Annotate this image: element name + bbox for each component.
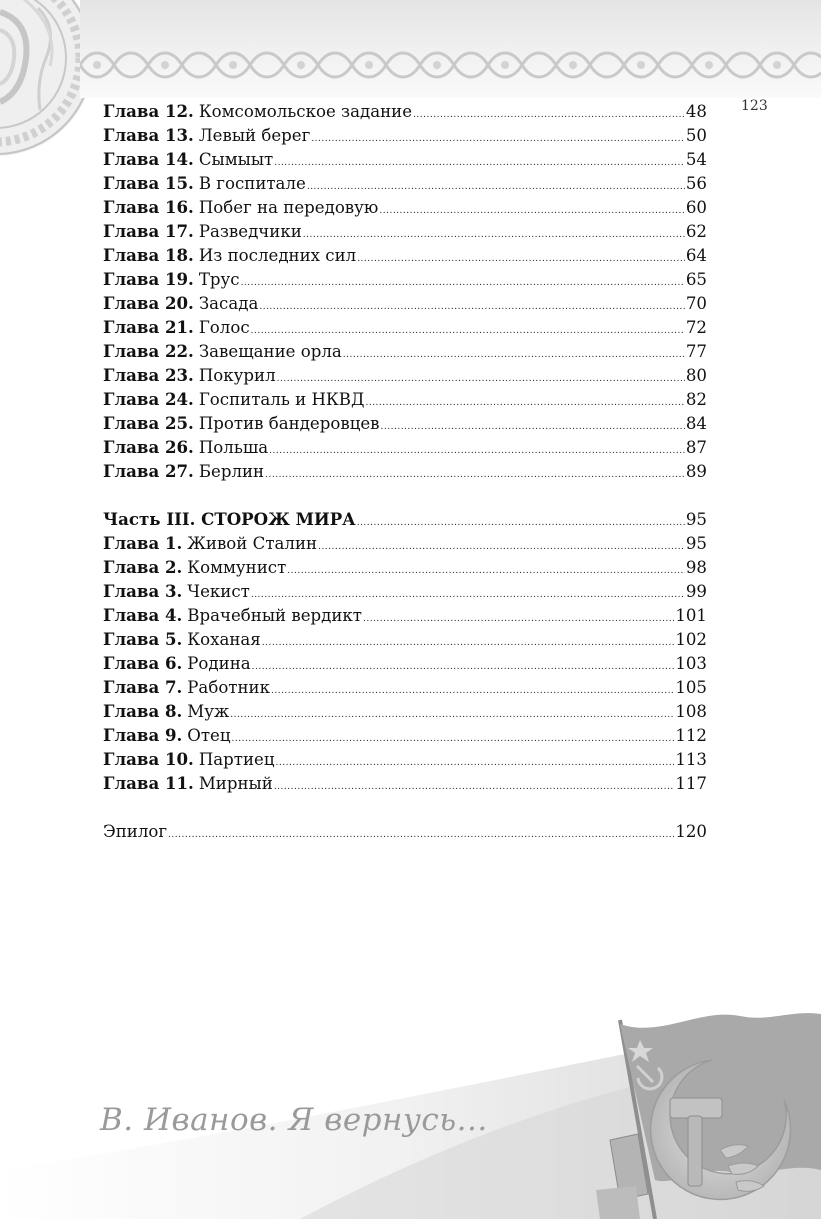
toc-entry bbox=[103, 435, 707, 459]
toc-leader-dots bbox=[379, 199, 685, 223]
toc-entry bbox=[103, 363, 707, 387]
toc-entry bbox=[103, 579, 707, 603]
toc-entry-prefix: Глава 1. bbox=[103, 533, 183, 553]
toc-entry-label bbox=[103, 627, 261, 652]
toc-entry-page: 98 bbox=[685, 558, 707, 577]
toc-entry-label bbox=[103, 723, 231, 748]
toc-entry-title: Коханая bbox=[187, 630, 261, 649]
toc-entry-prefix: Глава 23. bbox=[103, 365, 194, 385]
toc-entry bbox=[103, 243, 707, 267]
toc-entry-title: Левый берег bbox=[198, 126, 311, 145]
toc-entry-page: 64 bbox=[685, 246, 707, 265]
toc-leader-dots bbox=[241, 271, 685, 295]
toc-entry-title: В госпитале bbox=[198, 174, 306, 193]
toc-entry-label bbox=[103, 315, 250, 340]
toc-entry-page: 117 bbox=[675, 774, 707, 793]
toc-entry-title: Завещание орла bbox=[198, 342, 342, 361]
toc-entry-label bbox=[103, 219, 302, 244]
toc-entry-title: Партиец bbox=[198, 750, 275, 769]
toc-leader-dots bbox=[381, 415, 685, 439]
toc-leader-dots bbox=[262, 631, 675, 655]
toc-entry-page: 87 bbox=[685, 438, 707, 457]
toc-entry-prefix: Глава 22. bbox=[103, 341, 194, 361]
toc-leader-dots bbox=[274, 775, 675, 799]
toc-entry-prefix: Глава 2. bbox=[103, 557, 183, 577]
toc-entry bbox=[103, 771, 707, 795]
toc-entry-page: 77 bbox=[685, 342, 707, 361]
toc-entry-page: 112 bbox=[675, 726, 707, 745]
toc-entry-page: 113 bbox=[675, 750, 707, 769]
toc-leader-dots bbox=[274, 151, 685, 175]
toc-entry-page: 95 bbox=[685, 510, 707, 529]
toc-entry-label bbox=[103, 507, 356, 532]
toc-entry-title: Отец bbox=[187, 726, 231, 745]
toc-entry-label bbox=[103, 699, 229, 724]
toc-entry-prefix: Глава 26. bbox=[103, 437, 194, 457]
toc-entry-page: 102 bbox=[675, 630, 707, 649]
toc-entry-label bbox=[103, 363, 276, 388]
toc-entry-title: Работник bbox=[187, 678, 270, 697]
toc-entry-prefix: Глава 17. bbox=[103, 221, 194, 241]
toc-leader-dots bbox=[269, 439, 685, 463]
toc-entry-prefix: Глава 19. bbox=[103, 269, 194, 289]
toc-entry-page: 72 bbox=[685, 318, 707, 337]
toc-entry-label bbox=[103, 267, 240, 292]
toc-leader-dots bbox=[168, 823, 674, 847]
toc-entry bbox=[103, 315, 707, 339]
toc-entry bbox=[103, 99, 707, 123]
toc-entry-label bbox=[103, 411, 380, 436]
toc-entry-prefix: Глава 24. bbox=[103, 389, 194, 409]
toc-leader-dots bbox=[230, 703, 674, 727]
toc-entry bbox=[103, 195, 707, 219]
toc-entry-prefix: Глава 27. bbox=[103, 461, 194, 481]
toc-leader-dots bbox=[303, 223, 685, 247]
toc-entry-prefix: Глава 16. bbox=[103, 197, 194, 217]
toc-entry bbox=[103, 723, 707, 747]
toc-entry-title: Сымыыт bbox=[198, 150, 274, 169]
toc-entry-prefix: Глава 9. bbox=[103, 725, 183, 745]
toc-entry-prefix: Глава 5. bbox=[103, 629, 183, 649]
toc-entry-title: Родина bbox=[187, 654, 251, 673]
toc-entry-label bbox=[103, 339, 342, 364]
toc-entry-page: 108 bbox=[675, 702, 707, 721]
toc-leader-dots bbox=[252, 655, 675, 679]
toc-leader-dots bbox=[413, 103, 685, 127]
toc-leader-dots bbox=[232, 727, 675, 751]
toc-entry-prefix: Глава 20. bbox=[103, 293, 194, 313]
toc-leader-dots bbox=[265, 463, 685, 487]
toc-entry-title: Берлин bbox=[198, 462, 265, 481]
toc-entry-label bbox=[103, 579, 250, 604]
toc-entry-label bbox=[103, 171, 306, 196]
toc-entry-title: Комсомольское задание bbox=[198, 102, 413, 121]
toc-leader-dots bbox=[318, 535, 685, 559]
toc-entry-page: 62 bbox=[685, 222, 707, 241]
toc-entry-prefix: Глава 10. bbox=[103, 749, 194, 769]
toc-leader-dots bbox=[363, 607, 674, 631]
toc-entry-page: 48 bbox=[685, 102, 707, 121]
toc-entry-page: 103 bbox=[675, 654, 707, 673]
toc-entry-page: 65 bbox=[685, 270, 707, 289]
toc-entry-label bbox=[103, 243, 356, 268]
toc-entry-prefix: Глава 15. bbox=[103, 173, 194, 193]
toc-entry-page: 89 bbox=[685, 462, 707, 481]
toc-entry bbox=[103, 147, 707, 171]
toc-entry-label bbox=[103, 147, 273, 172]
toc-entry-label bbox=[103, 747, 275, 772]
page-number: 123 bbox=[741, 98, 768, 114]
ornamental-border-icon bbox=[80, 44, 821, 86]
toc-entry-page: 99 bbox=[685, 582, 707, 601]
toc-entry-label bbox=[103, 291, 258, 316]
toc-entry-title: Живой Сталин bbox=[187, 534, 318, 553]
toc-entry-prefix: Глава 7. bbox=[103, 677, 183, 697]
book-signature: В. Иванов. Я вернусь... bbox=[100, 1102, 488, 1138]
toc-entry-label bbox=[103, 531, 317, 556]
toc-entry-page: 50 bbox=[685, 126, 707, 145]
toc-entry-page: 84 bbox=[685, 414, 707, 433]
toc-entry-title: Засада bbox=[198, 294, 259, 313]
toc-entry-label bbox=[103, 123, 310, 148]
toc-entry bbox=[103, 171, 707, 195]
toc-entry-title: Госпиталь и НКВД bbox=[198, 390, 365, 409]
toc-entry-title: Чекист bbox=[187, 582, 250, 601]
toc-entry bbox=[103, 819, 707, 843]
toc-entry bbox=[103, 747, 707, 771]
toc-entry-label bbox=[103, 771, 273, 796]
toc-entry-page: 54 bbox=[685, 150, 707, 169]
toc-entry-prefix: Глава 21. bbox=[103, 317, 194, 337]
toc-entry-title: Коммунист bbox=[187, 558, 287, 577]
toc-entry-title: Трус bbox=[198, 270, 240, 289]
table-of-contents bbox=[103, 99, 707, 843]
toc-entry-title: Разведчики bbox=[198, 222, 302, 241]
toc-entry-page: 95 bbox=[685, 534, 707, 553]
toc-entry-label bbox=[103, 651, 251, 676]
toc-entry bbox=[103, 627, 707, 651]
toc-entry-title: Побег на передовую bbox=[198, 198, 379, 217]
toc-entry-page: 80 bbox=[685, 366, 707, 385]
toc-entry bbox=[103, 459, 707, 483]
toc-entry-prefix: Глава 4. bbox=[103, 605, 183, 625]
toc-entry-page: 60 bbox=[685, 198, 707, 217]
toc-entry-title: Голос bbox=[198, 318, 250, 337]
toc-entry-page: 56 bbox=[685, 174, 707, 193]
toc-entry-label bbox=[103, 99, 412, 124]
toc-entry bbox=[103, 339, 707, 363]
toc-entry-label bbox=[103, 459, 264, 484]
toc-entry bbox=[103, 123, 707, 147]
toc-entry-title: Из последних сил bbox=[198, 246, 357, 265]
toc-entry-label bbox=[103, 819, 167, 844]
toc-entry bbox=[103, 675, 707, 699]
toc-leader-dots bbox=[271, 679, 674, 703]
toc-entry-page: 70 bbox=[685, 294, 707, 313]
toc-entry-prefix: Глава 8. bbox=[103, 701, 183, 721]
toc-entry bbox=[103, 387, 707, 411]
toc-entry bbox=[103, 699, 707, 723]
toc-entry-title: Покурил bbox=[198, 366, 276, 385]
toc-entry-prefix: Глава 12. bbox=[103, 101, 194, 121]
toc-entry-prefix: Глава 18. bbox=[103, 245, 194, 265]
toc-entry-page: 82 bbox=[685, 390, 707, 409]
toc-entry-page: 105 bbox=[675, 678, 707, 697]
toc-entry-label bbox=[103, 195, 378, 220]
toc-leader-dots bbox=[311, 127, 685, 151]
toc-entry-prefix: Глава 6. bbox=[103, 653, 183, 673]
toc-entry bbox=[103, 267, 707, 291]
toc-leader-dots bbox=[365, 391, 684, 415]
toc-entry-prefix: Глава 14. bbox=[103, 149, 194, 169]
toc-entry-prefix: Глава 3. bbox=[103, 581, 183, 601]
toc-entry-label bbox=[103, 603, 362, 628]
toc-entry bbox=[103, 651, 707, 675]
toc-leader-dots bbox=[287, 559, 685, 583]
toc-entry-title: Муж bbox=[187, 702, 230, 721]
toc-entry-prefix: Часть III. СТОРОЖ МИРА bbox=[103, 509, 356, 529]
toc-leader-dots bbox=[343, 343, 685, 367]
toc-leader-dots bbox=[357, 247, 685, 271]
toc-entry-page: 120 bbox=[675, 822, 707, 841]
toc-entry bbox=[103, 291, 707, 315]
toc-entry-title: Мирный bbox=[198, 774, 273, 793]
toc-entry-title: Эпилог bbox=[103, 822, 168, 841]
toc-entry-title: Против бандеровцев bbox=[198, 414, 380, 433]
toc-entry bbox=[103, 555, 707, 579]
toc-entry bbox=[103, 507, 707, 531]
toc-entry-prefix: Глава 11. bbox=[103, 773, 194, 793]
toc-leader-dots bbox=[357, 511, 685, 535]
toc-entry bbox=[103, 219, 707, 243]
toc-entry-label bbox=[103, 435, 268, 460]
toc-entry-title: Врачебный вердикт bbox=[187, 606, 362, 625]
toc-entry bbox=[103, 531, 707, 555]
toc-entry-label bbox=[103, 555, 286, 580]
toc-entry bbox=[103, 411, 707, 435]
toc-entry-title: Польша bbox=[198, 438, 269, 457]
toc-leader-dots bbox=[259, 295, 685, 319]
toc-entry bbox=[103, 603, 707, 627]
toc-entry-page: 101 bbox=[675, 606, 707, 625]
toc-entry-label bbox=[103, 675, 270, 700]
toc-entry-label bbox=[103, 387, 364, 412]
toc-leader-dots bbox=[276, 751, 675, 775]
toc-entry-prefix: Глава 25. bbox=[103, 413, 194, 433]
toc-entry-prefix: Глава 13. bbox=[103, 125, 194, 145]
